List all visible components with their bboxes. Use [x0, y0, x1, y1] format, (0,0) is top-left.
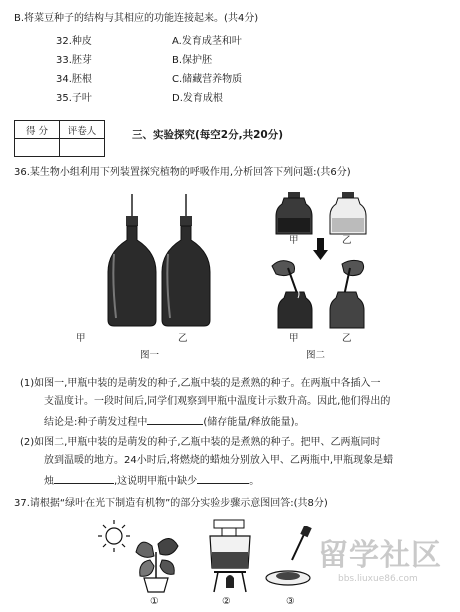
q36-p1-line2: 支温度计。一段时间后,同学们观察到甲瓶中温度计示数升高。因此,他们得出的 — [44, 396, 391, 407]
match-left-33: 33.胚芽 — [56, 55, 92, 66]
q36-blank-2[interactable] — [54, 472, 114, 484]
q37-step-3: ③ — [286, 596, 295, 607]
fig2-label-jia-bottom: 甲 — [289, 333, 299, 344]
q37-figure-2-water-bath — [200, 516, 260, 596]
q36-p1-text-b: (储存能量/释放能量)。 — [203, 417, 305, 428]
question-b-stem: B.将菜豆种子的结构与其相应的功能连接起来。(共4分) — [14, 13, 259, 24]
q36-p1-line1: (1)如图一,甲瓶中装的是萌发的种子,乙瓶中装的是煮熟的种子。在两瓶中各插入一 — [20, 378, 381, 389]
q36-p2-text-a: 烛 — [44, 476, 54, 487]
score-header: 得 分 — [15, 121, 60, 139]
fig1-label-jia: 甲 — [76, 333, 86, 344]
q36-p2-text-b: ,这说明甲瓶中缺少 — [114, 476, 198, 487]
match-right-c: C.储藏营养物质 — [172, 74, 243, 85]
q37-stem: 37.请根据“绿叶在光下制造有机物”的部分实验步骤示意图回答:(共8分) — [14, 498, 328, 509]
q36-blank-1[interactable] — [147, 413, 203, 425]
match-right-a: A.发育成茎和叶 — [172, 36, 242, 47]
q37-figure-3-dropper-dish — [262, 526, 318, 596]
section-3-title: 三、实验探究(每空2分,共20分) — [132, 129, 284, 141]
q36-p1-text-a: 结论是:种子萌发过程中 — [44, 417, 148, 428]
q36-p2-line1: (2)如图二,甲瓶中装的是萌发的种子,乙瓶中装的是煮熟的种子。把甲、乙两瓶同时 — [20, 437, 381, 448]
q37-step-1: ① — [150, 596, 159, 607]
match-left-35: 35.子叶 — [56, 93, 92, 104]
watermark-text: 留学社区 — [318, 538, 442, 573]
match-left-34: 34.胚根 — [56, 74, 92, 85]
q36-stem: 36.某生物小组利用下列装置探究植物的呼吸作用,分析回答下列问题:(共6分) — [14, 167, 351, 178]
fig2-label-jia-top: 甲 — [289, 235, 299, 246]
q36-p2-text-c: 。 — [249, 476, 260, 487]
q37-step-2: ② — [222, 596, 231, 607]
q36-p1-line3 — [44, 413, 305, 430]
grader-cell[interactable] — [60, 139, 105, 157]
figure-2-jars — [262, 188, 382, 334]
fig1-caption: 图一 — [140, 350, 160, 361]
grader-header: 评卷人 — [60, 121, 105, 139]
fig1-label-yi: 乙 — [178, 333, 188, 344]
q37-figure-1-sun-plant — [92, 516, 212, 596]
fig2-label-yi-bottom: 乙 — [342, 333, 352, 344]
score-cell[interactable] — [15, 139, 60, 157]
figure-1-flasks — [92, 192, 222, 334]
match-right-d: D.发育成根 — [172, 93, 223, 104]
fig2-caption: 图二 — [306, 350, 326, 361]
q36-blank-3[interactable] — [197, 472, 249, 484]
match-left-32: 32.种皮 — [56, 36, 92, 47]
match-right-b: B.保护胚 — [172, 55, 213, 66]
watermark-url: bbs.liuxue86.com — [338, 574, 418, 584]
q36-p2-line3 — [44, 472, 259, 489]
q36-p2-line2: 放到温暖的地方。24小时后,将燃烧的蜡烛分别放入甲、乙两瓶中,甲瓶现象是蜡 — [44, 455, 394, 466]
score-table — [14, 120, 105, 157]
fig2-label-yi-top: 乙 — [342, 235, 352, 246]
